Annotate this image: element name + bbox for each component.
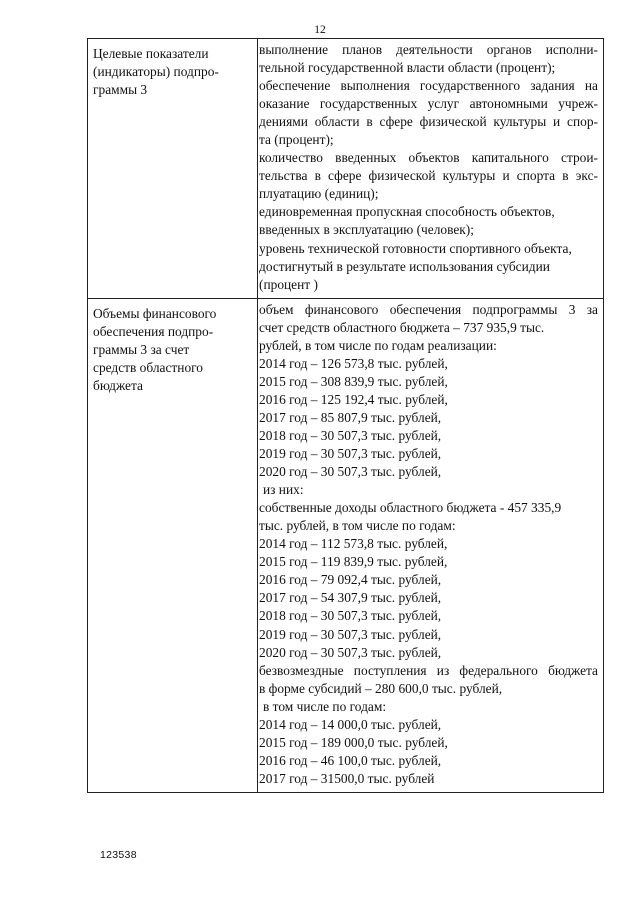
value-line: 2020 год – 30 507,3 тыс. рублей, — [259, 464, 442, 480]
label-cell — [88, 39, 258, 299]
value-line: собственные доходы областного бюджета - 457 335,9 — [259, 500, 562, 516]
value-line: 2019 год – 30 507,3 тыс. рублей, — [259, 626, 442, 642]
value-line: из них: — [263, 482, 304, 498]
value-line: выполнение планов деятельности органов исполни- — [259, 42, 598, 57]
label-line: бюджета — [93, 377, 143, 393]
label-line: обеспечения подпро- — [93, 323, 214, 339]
value-line: тельства в сфере физической культуры и спорта в экс- — [259, 168, 598, 184]
value-line: 2019 год – 30 507,3 тыс. рублей, — [259, 446, 442, 462]
value-line: рублей, в том числе по годам реализации: — [259, 337, 497, 353]
value-line: 2015 год – 119 839,9 тыс. рублей, — [259, 554, 448, 570]
label-cell — [88, 298, 258, 792]
value-line: обеспечение выполнения государственного задания на — [259, 78, 598, 94]
value-line: 2016 год – 125 192,4 тыс. рублей, — [259, 391, 448, 407]
value-line: 2015 год – 308 839,9 тыс. рублей, — [259, 373, 448, 389]
value-line: достигнутый в результате использования субсидии — [259, 258, 550, 274]
value-line: 2020 год – 30 507,3 тыс. рублей, — [259, 644, 442, 660]
value-line: (процент ) — [259, 276, 318, 292]
value-line: 2014 год – 14 000,0 тыс. рублей, — [259, 716, 442, 732]
value-line: оказание государственных услуг автономными учреж- — [259, 96, 598, 112]
value-line: 2014 год – 112 573,8 тыс. рублей, — [259, 536, 448, 552]
value-line: 2018 год – 30 507,3 тыс. рублей, — [259, 608, 442, 624]
value-line: безвозмездные поступления из федерального бюджета — [259, 662, 598, 678]
value-line: уровень технической готовности спортивного объекта, — [259, 240, 572, 256]
value-line: объем финансового обеспечения подпрограммы 3 за — [259, 301, 598, 317]
value-line: 2018 год – 30 507,3 тыс. рублей, — [259, 427, 442, 443]
value-line: та (процент); — [259, 132, 334, 148]
value-cell — [258, 39, 604, 299]
value-line: плуатацию (единиц); — [259, 186, 379, 202]
document-code: 123538 — [100, 849, 137, 861]
label-line: Объемы финансового — [93, 305, 217, 321]
value-line: тельной государственной власти области (процент); — [259, 60, 556, 76]
value-line: 2016 год – 79 092,4 тыс. рублей, — [259, 572, 442, 588]
value-line: 2017 год – 54 307,9 тыс. рублей, — [259, 590, 442, 606]
value-line: 2015 год – 189 000,0 тыс. рублей, — [259, 734, 448, 750]
value-line: единовременная пропускная способность объектов, — [259, 204, 555, 220]
value-line: счет средств областного бюджета – 737 935,9 тыс. — [259, 319, 545, 335]
table-row-financing-volumes — [88, 298, 604, 792]
value-line: введенных в эксплуатацию (человек); — [259, 222, 474, 238]
value-line: в форме субсидий – 280 600,0 тыс. рублей, — [259, 680, 503, 696]
label-line: Целевые показатели — [93, 46, 209, 61]
value-line: 2014 год – 126 573,8 тыс. рублей, — [259, 355, 448, 371]
label-line: граммы 3 за счет — [93, 341, 190, 357]
value-line: 2017 год – 85 807,9 тыс. рублей, — [259, 409, 442, 425]
value-line: количество введенных объектов капитального строи- — [259, 150, 598, 166]
value-line: в том числе по годам: — [263, 698, 387, 714]
page-number: 12 — [314, 24, 326, 36]
label-line: граммы 3 — [93, 82, 148, 98]
value-cell — [258, 298, 604, 792]
value-line: тыс. рублей, в том числе по годам: — [259, 518, 456, 534]
value-line: дениями области в сфере физической культуры и спор- — [259, 114, 598, 130]
label-line: (индикаторы) подпро- — [93, 64, 219, 80]
value-line: 2016 год – 46 100,0 тыс. рублей, — [259, 752, 442, 768]
table-row-target-indicators — [88, 39, 604, 299]
value-line: 2017 год – 31500,0 тыс. рублей — [259, 770, 435, 786]
label-line: средств областного — [93, 359, 203, 375]
subprogram-passport-table — [87, 38, 604, 793]
